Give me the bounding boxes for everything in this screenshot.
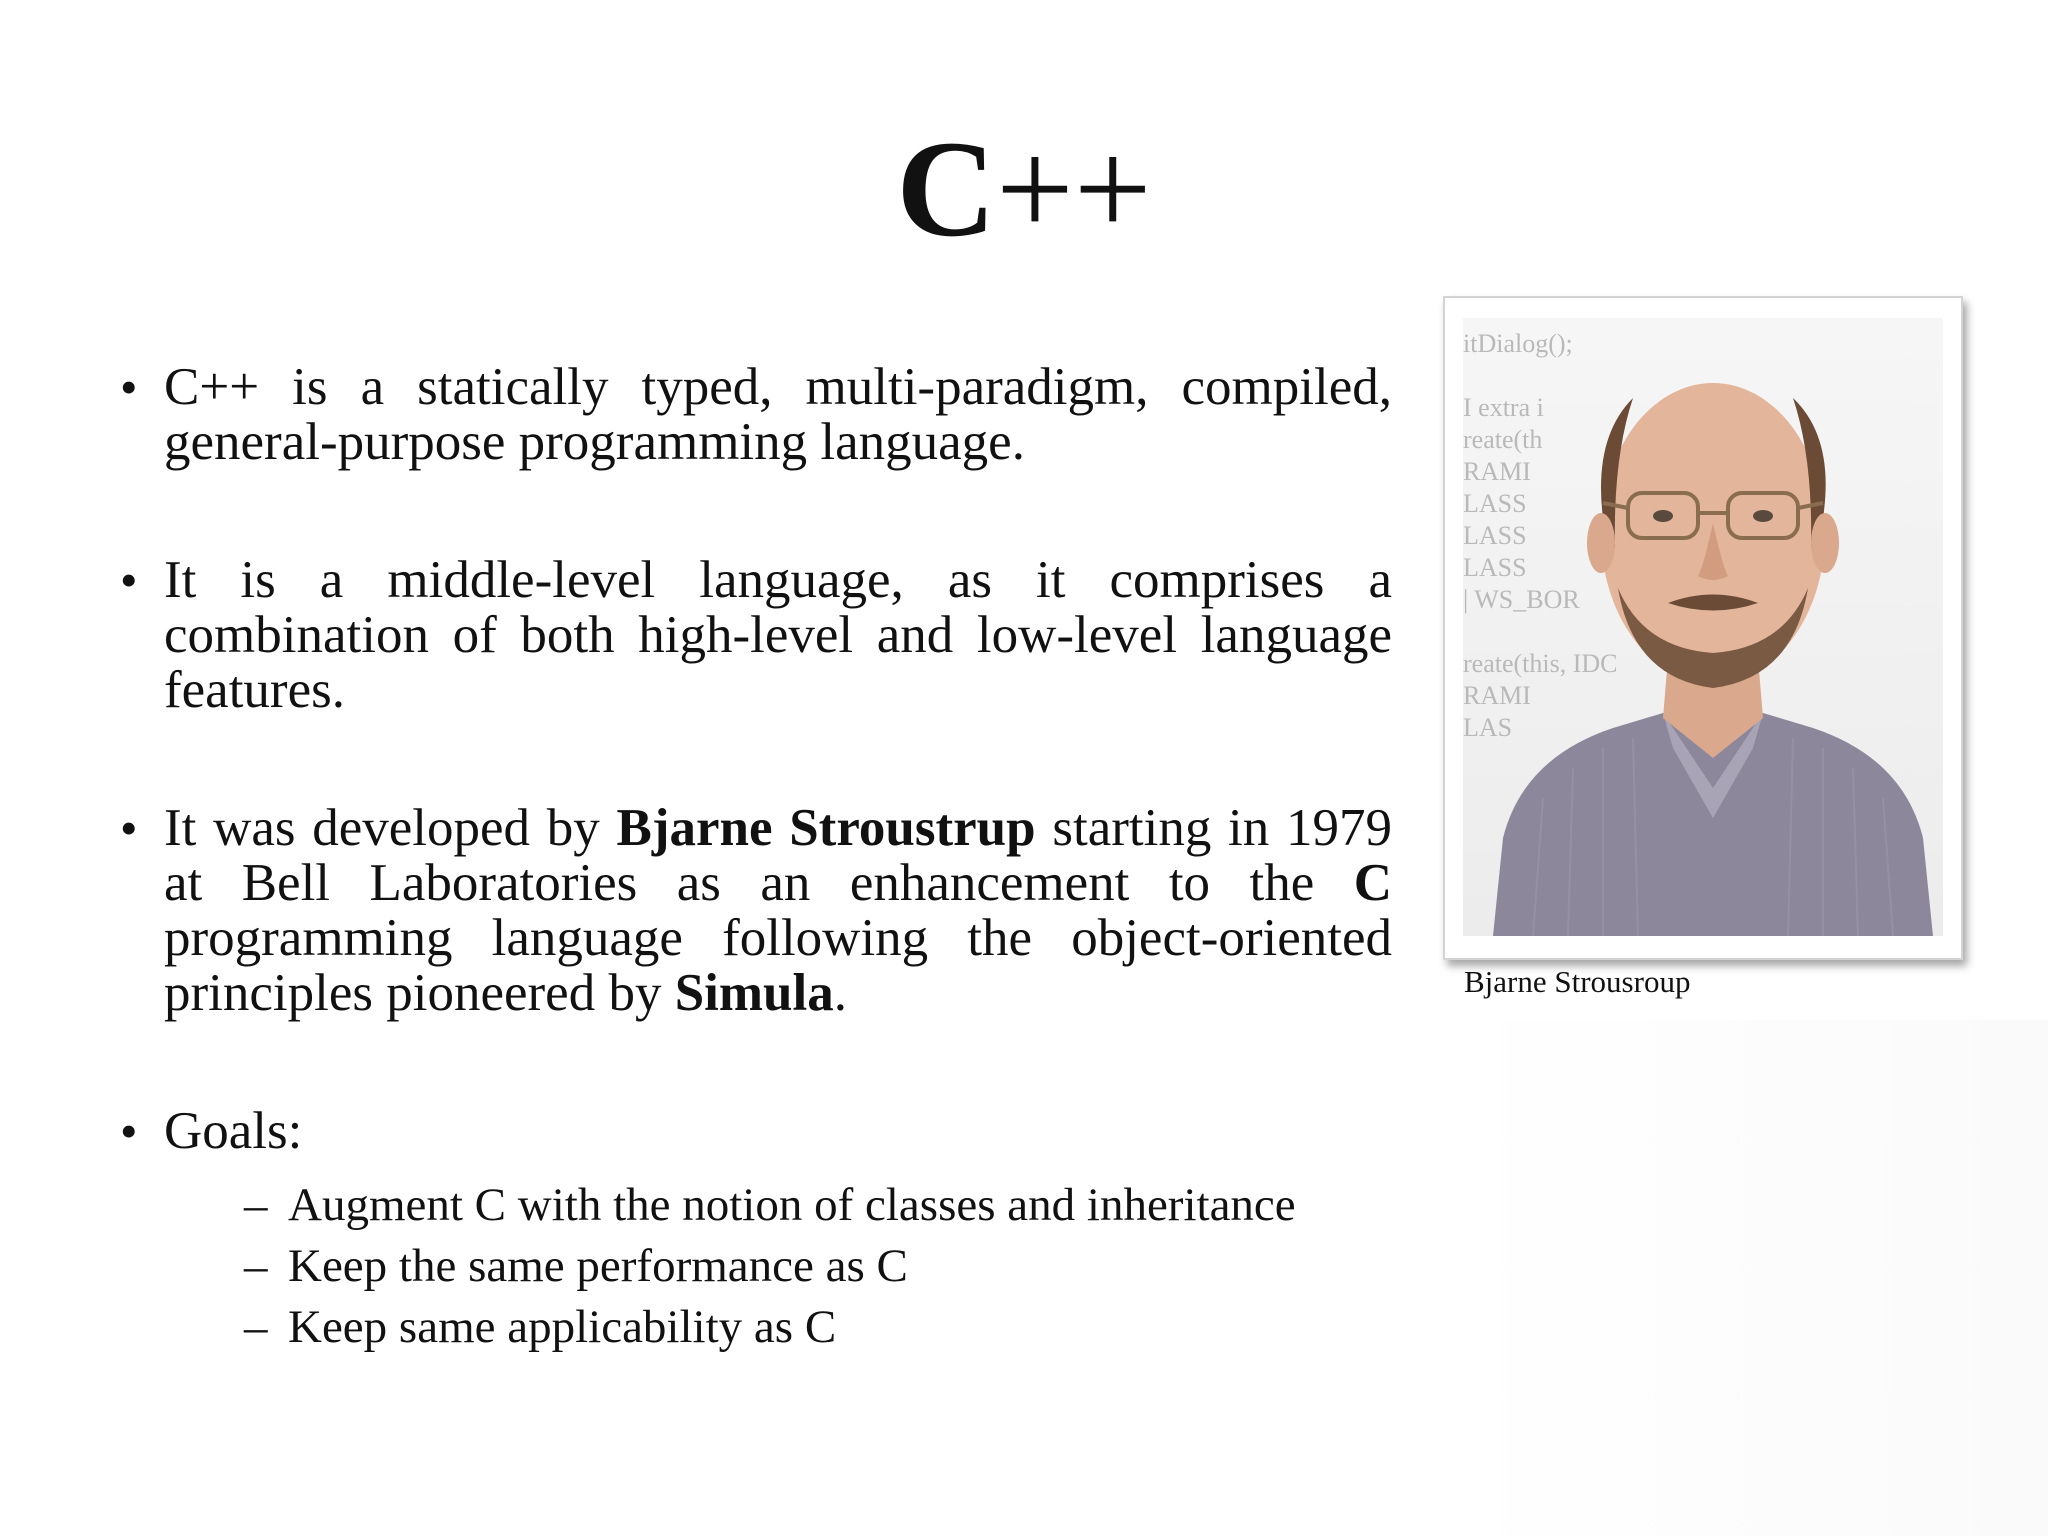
history-text-1: It was developed by	[164, 799, 617, 857]
bullet-goals	[120, 1104, 1392, 1159]
bullet-list	[120, 360, 1392, 1358]
bullet-middle-level-text: It is a middle-level language, as it comprises a combination of both high-level and low-level language features.	[164, 551, 1392, 719]
goal-item: – Keep same applicability as C	[244, 1297, 1392, 1358]
portrait-caption: Bjarne Strousroup	[1464, 964, 1691, 999]
goal-item: – Keep the same performance as C	[244, 1236, 1392, 1297]
history-text-3: programming language following the object-oriented principles pioneered by	[164, 909, 1392, 1022]
bullet-definition-text: C++ is a statically typed, multi-paradigm, compiled, general-purpose programming language.	[164, 358, 1392, 471]
bullet-definition	[120, 360, 1392, 470]
slide-title	[0, 112, 2048, 265]
history-c-bold: C	[1353, 854, 1392, 912]
goal-item: – Augment C with the notion of classes and inheritance	[244, 1175, 1392, 1236]
bullet-middle-level	[120, 553, 1392, 718]
portrait-photo	[1463, 318, 1943, 936]
history-simula-bold: Simula	[674, 964, 834, 1022]
goals-sublist	[244, 1175, 1392, 1358]
title-rest-part: ++	[996, 112, 1152, 265]
bullet-goals-text: Goals:	[164, 1102, 303, 1160]
history-text-2: starting in 1979 at Bell Laboratories as an enhancement to the	[164, 799, 1392, 912]
history-text-4: .	[833, 964, 848, 1022]
title-bold-part: C	[896, 112, 996, 265]
photo-background-code: itDialog(); I extra i reate(th RAMI LASS LASS LASS | WS_BOR reate(this, IDC RAMI LAS	[1463, 329, 1618, 742]
right-panel-background	[1460, 1020, 2048, 1536]
bullet-history	[120, 801, 1392, 1021]
portrait-frame	[1443, 296, 1963, 960]
history-name-bold: Bjarne Stroustrup	[616, 799, 1036, 857]
portrait-illustration	[1463, 318, 1943, 936]
